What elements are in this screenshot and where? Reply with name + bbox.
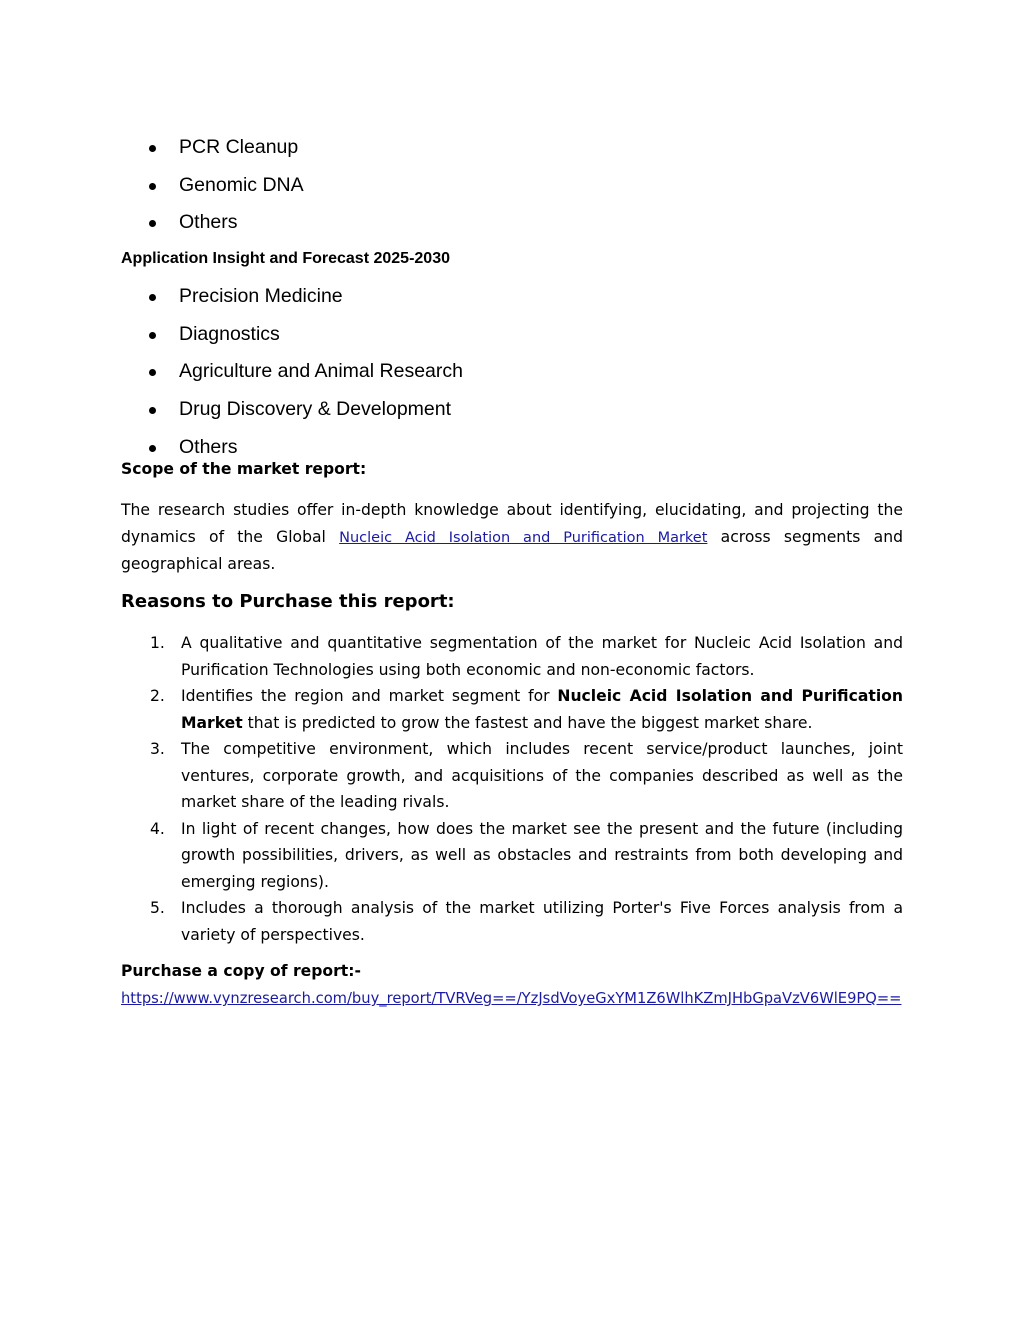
purchase-heading: Purchase a copy of report:- xyxy=(121,962,361,980)
list-item: Precision Medicine xyxy=(121,285,903,323)
list-item: Others xyxy=(121,436,903,474)
bullet-icon xyxy=(149,332,156,339)
list-item: 3. The competitive environment, which includes recent service/product launches, joint ventures, corporate growth, and acquisitions of the companies described as well as the market share of the leading rivals. xyxy=(121,736,903,816)
list-number: 2. xyxy=(150,687,165,705)
list-item: 5. Includes a thorough analysis of the market utilizing Porter's Five Forces analysis from a variety of perspectives. xyxy=(121,895,903,948)
bullet-icon xyxy=(149,407,156,414)
bullet-icon xyxy=(149,220,156,227)
bullet-icon xyxy=(149,369,156,376)
list-item: Genomic DNA xyxy=(121,174,903,212)
list-item: 1. A qualitative and quantitative segmentation of the market for Nucleic Acid Isolation and Purification Technologies using both economic and non-economic factors. xyxy=(121,630,903,683)
scope-heading: Scope of the market report: xyxy=(121,460,367,478)
list-number: 1. xyxy=(150,634,165,652)
list-item: PCR Cleanup xyxy=(121,136,903,174)
purchase-link[interactable]: https://www.vynzresearch.com/buy_report/TVRVeg==/YzJsdVoyeGxYM1Z6WlhKZmJHbGpaVzV6WlE9PQ== xyxy=(121,990,902,1007)
reasons-heading: Reasons to Purchase this report: xyxy=(121,591,455,612)
bullet-icon xyxy=(149,294,156,301)
type-bullet-list xyxy=(121,136,903,249)
application-bullet-list xyxy=(121,285,903,473)
list-item: 4. In light of recent changes, how does the market see the present and the future (including growth possibilities, drivers, as well as obstacles and restraints from both developing and emerging regions). xyxy=(121,816,903,896)
list-item: Agriculture and Animal Research xyxy=(121,360,903,398)
list-item: Diagnostics xyxy=(121,323,903,361)
list-item: 2. Identifies the region and market segment for Nucleic Acid Isolation and Purification Market that is predicted to grow the fastest and have the biggest market share. xyxy=(121,683,903,736)
scope-paragraph: The research studies offer in-depth knowledge about identifying, elucidating, and projecting the dynamics of the Global Nucleic Acid Isolation and Purification Market across segments and geographical areas. xyxy=(121,501,904,573)
list-number: 5. xyxy=(150,899,165,917)
purchase-link-paragraph xyxy=(121,988,903,1010)
reasons-list xyxy=(121,630,903,948)
application-heading: Application Insight and Forecast 2025-2030 xyxy=(121,250,450,267)
bullet-icon xyxy=(149,445,156,452)
market-link[interactable]: Nucleic Acid Isolation and Purification Market xyxy=(339,529,708,546)
bullet-icon xyxy=(149,145,156,152)
list-item: Others xyxy=(121,211,903,249)
list-number: 3. xyxy=(150,740,165,758)
bullet-icon xyxy=(149,183,156,190)
list-number: 4. xyxy=(150,819,165,838)
list-item: Drug Discovery & Development xyxy=(121,398,903,436)
